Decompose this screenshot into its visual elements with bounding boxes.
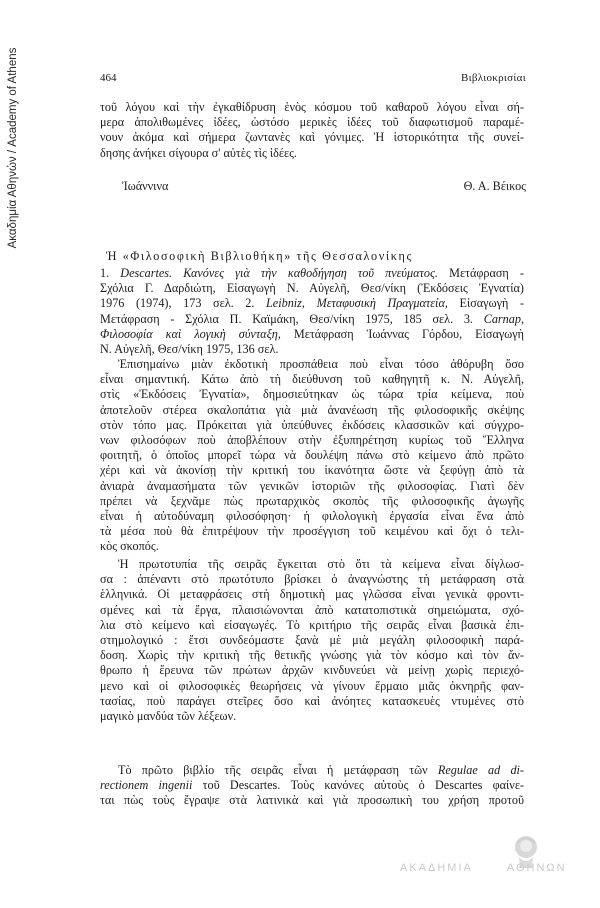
- bib-text: Μετάφραση Ἰωάννας Γόρδου, Εἰσαγωγὴ: [280, 326, 524, 341]
- footer-watermark: [400, 862, 590, 874]
- text-line: μερα ἀπολιθωμένες ἰδέες, ὡστόσο μερικὲς ἰδέες τοῦ διαφωτισμοῦ παραμέ-: [100, 115, 524, 130]
- text-line: μαγικὸ μανδύα τῶν λέξεων.: [100, 709, 237, 724]
- text-line: μενο καὶ οἱ φιλοσοφικὲς θεωρήσεις νὰ γίνουν ἕρμαιο μιᾶς ὀκνηρῆς φαν-: [100, 678, 524, 693]
- text-line: εἶναι σημαντική. Κάτω ἀπὸ τὴ διεύθυνση τοῦ καθηγητῆ κ. Ν. Αὐγελῆ,: [100, 372, 524, 387]
- side-watermark: [3, 18, 23, 278]
- text-line: δησης ἀνήκει σίγουρα σ' αὐτὲς τὶς ἰδέες.: [100, 145, 297, 160]
- text-run: Τὸ πρῶτο βιβλίο τῆς σειρᾶς εἶναι ἡ μετάφραση τῶν: [118, 763, 438, 777]
- bib-text: Εἰσαγωγὴ -: [447, 296, 525, 311]
- text-line: χέρι καὶ νὰ ἀκονίσῃ τὴν κριτική του ἱκανότητα ὥστε νὰ ξεφύγῃ ἀπὸ τὰ: [100, 463, 524, 478]
- text-line: Ἡ πρωτοτυπία τῆς σειρᾶς ἔγκειται στὸ ὅτι τὰ κείμενα εἶναι δίγλωσ-: [118, 557, 524, 571]
- body-paragraph-2: [100, 557, 524, 724]
- text-line: θρωπο ἡ ἔρευνα τῶν πρώτων ἀρχῶν κινδυνεύει νὰ μείνῃ χωρὶς περιεχό-: [100, 663, 524, 678]
- footer-watermark-left: ΑΚΑΔΗΜΙΑ: [400, 862, 473, 874]
- text-line: φοιτητῆ, ὁ ὁποῖος μπορεῖ τώρα νὰ δουλέψη πάνω στὸ κείμενο ἀπὸ πρῶτο: [100, 448, 524, 463]
- text-line: στημολογικό : ἔτσι συνδεόμαστε ξανὰ μὲ μιὰ μεγάλη φιλοσοφικὴ παρά-: [100, 633, 524, 648]
- text-line: [100, 778, 524, 793]
- text-line: στὸν τόπο μας. Πρόκειται γιὰ ὑπεύθυνες ἐκδόσεις κλασσικῶν καὶ σύγχρο-: [100, 417, 524, 432]
- text-line: δοση. Χωρὶς τὴν κριτικὴ τῆς θετικῆς γνώσης γιὰ τὸν κόσμο καὶ τὸν ἄν-: [100, 648, 524, 663]
- bib-text: 1976 (1974), 173 σελ. 2.: [100, 296, 267, 311]
- series-title: Ἡ «Φιλοσοφικὴ Βιβλιοθήκη» τῆς Θεσσαλονίκης: [106, 249, 413, 263]
- text-line: ἀποτελοῦν στέρεα σκαλοπάτια γιὰ μιὰ ἀνανέωση τῆς φιλοσοφικῆς σκέψης: [100, 402, 524, 417]
- latin-title: rectionem ingenii: [100, 778, 193, 793]
- latin-title: Regulae ad di-: [437, 763, 524, 777]
- text-line: στὶς «Ἐκδόσεις Ἐγνατία», δημοσιεύτηκαν ὡς τώρα τρία κείμενα, ποὺ: [100, 387, 524, 402]
- text-line: ἀνιαρὰ ἀναμασήματα τῶν γενικῶν ἱστοριῶν τῆς φιλοσοφίας. Γιατὶ δὲν: [100, 478, 524, 493]
- text-line: σμένες καὶ τὰ ἔργα, πλαισιώνονται ἀπὸ κατατοπιστικὰ σημειώματα, σχό-: [100, 602, 524, 617]
- body-paragraph-3: [100, 763, 524, 809]
- text-line: τοῦ λόγου καὶ τὴν ἐγκαθίδρυση ἑνὸς κόσμου τοῦ καθαροῦ λόγου εἶναι σή-: [100, 100, 524, 114]
- bib-number: 1.: [100, 266, 121, 280]
- text-line: λια στὸ κείμενο καὶ εἰσαγωγές. Τὸ κριτήριο τῆς σειρᾶς εἶναι βασικὰ ἐπι-: [100, 617, 524, 632]
- body-paragraph-1: [100, 357, 524, 555]
- text-line: ἑλληνικά. Οἱ μεταφράσεις στὴ δημοτικὴ μας γλῶσσα εἶναι γενικὰ φροντι-: [100, 587, 524, 602]
- text-line: τὰ μέσα ποὺ θὰ ἐπιτρέψουν τὴν προσέγγιση τοῦ κειμένου καὶ ὄχι ὁ τελι-: [100, 524, 524, 539]
- bib-title: Leibniz, Μεταφυσικὴ Πραγματεία,: [266, 296, 448, 311]
- page-number: 464: [100, 72, 117, 84]
- bib-title: Carnap,: [483, 311, 524, 326]
- text-run: τοῦ Descartes. Τοὺς κανόνες αὐτοὺς ὁ Descartes φαίνε-: [192, 778, 524, 793]
- text-line: νων φιλοσόφων ποὺ ἀποβλέπουν στὴν ἐξυπηρέτηση κυρίως τοῦ Ἕλληνα: [100, 433, 524, 448]
- footer-watermark-right: ΑΘΗΝΩΝ: [506, 862, 567, 874]
- bibliography-line: Σχόλια Γ. Δαρδιώτη, Εἰσαγωγὴ Ν. Αὐγελῆ, Θεσ/νίκη (Ἐκδόσεις Ἐγνατία): [100, 281, 524, 296]
- signature-place: Ἰωάννινα: [122, 179, 169, 193]
- text-line: νουν ἀκόμα καὶ σήμερα ζωντανὲς καὶ γόνιμες. Ἡ ἱστορικότητα τῆς συνεί-: [100, 130, 524, 145]
- running-head: Βιβλιοκρισίαι: [460, 72, 526, 84]
- text-line: τασίας, ποὺ παράγει στεῖρες ὅσο καὶ ἀνόητες κατασκευὲς ντυμένες στὸ: [100, 693, 524, 708]
- bibliography-line: [100, 266, 524, 281]
- bibliography-line: [100, 312, 524, 327]
- side-watermark-text: Ακαδημία Αθηνών / Academy of Athens: [7, 47, 19, 249]
- bib-title: Descartes. Κανόνες γιὰ τὴν καθοδήγηση τοῦ πνεύματος.: [120, 266, 438, 280]
- intro-paragraph: [100, 100, 524, 161]
- text-line: σα : ἀπέναντι στὸ πρωτότυπο βρίσκει ὁ ἀναγνώστης τὴ μετάφραση στὰ: [100, 572, 524, 587]
- text-line: κὸς σκοπός.: [100, 539, 159, 554]
- bib-title: Φιλοσοφία καὶ λογικὴ σύνταξη,: [100, 326, 281, 341]
- text-line: [100, 763, 524, 778]
- bibliography-line: [100, 327, 524, 342]
- text-line: πρέπει νὰ ξεχνᾶμε πὼς πρωταρχικὸς σκοπὸς τῆς φιλοσοφικῆς ἀγωγῆς: [100, 493, 524, 508]
- bib-text: Μετάφραση -: [437, 266, 524, 280]
- bibliography: [100, 266, 524, 357]
- bib-text: Μετάφραση - Σχόλια Π. Καϊμάκη, Θεσ/νίκη 1975, 185 σελ. 3.: [100, 311, 484, 326]
- text-line: εἶναι ἡ αὐτοδύναμη φιλοσόφηση· ἡ φιλολογικὴ ἐργασία εἶναι ἕνα ἀπὸ: [100, 509, 524, 524]
- bibliography-line: [100, 296, 524, 311]
- bibliography-line: Ν. Αὐγελῆ, Θεσ/νίκη 1975, 136 σελ.: [100, 342, 279, 357]
- text-line: Ἐπισημαίνω μιὰν ἐκδοτικὴ προσπάθεια ποὺ εἶναι τόσο ἀθόρυβη ὅσο: [118, 357, 524, 371]
- text-line: ται πὼς τοὺς ἔγραψε στὰ λατινικὰ καὶ γιὰ προσωπικὴ του χρήση προτοῦ: [100, 793, 524, 808]
- signature-author: Θ. Α. Βέικος: [463, 179, 526, 193]
